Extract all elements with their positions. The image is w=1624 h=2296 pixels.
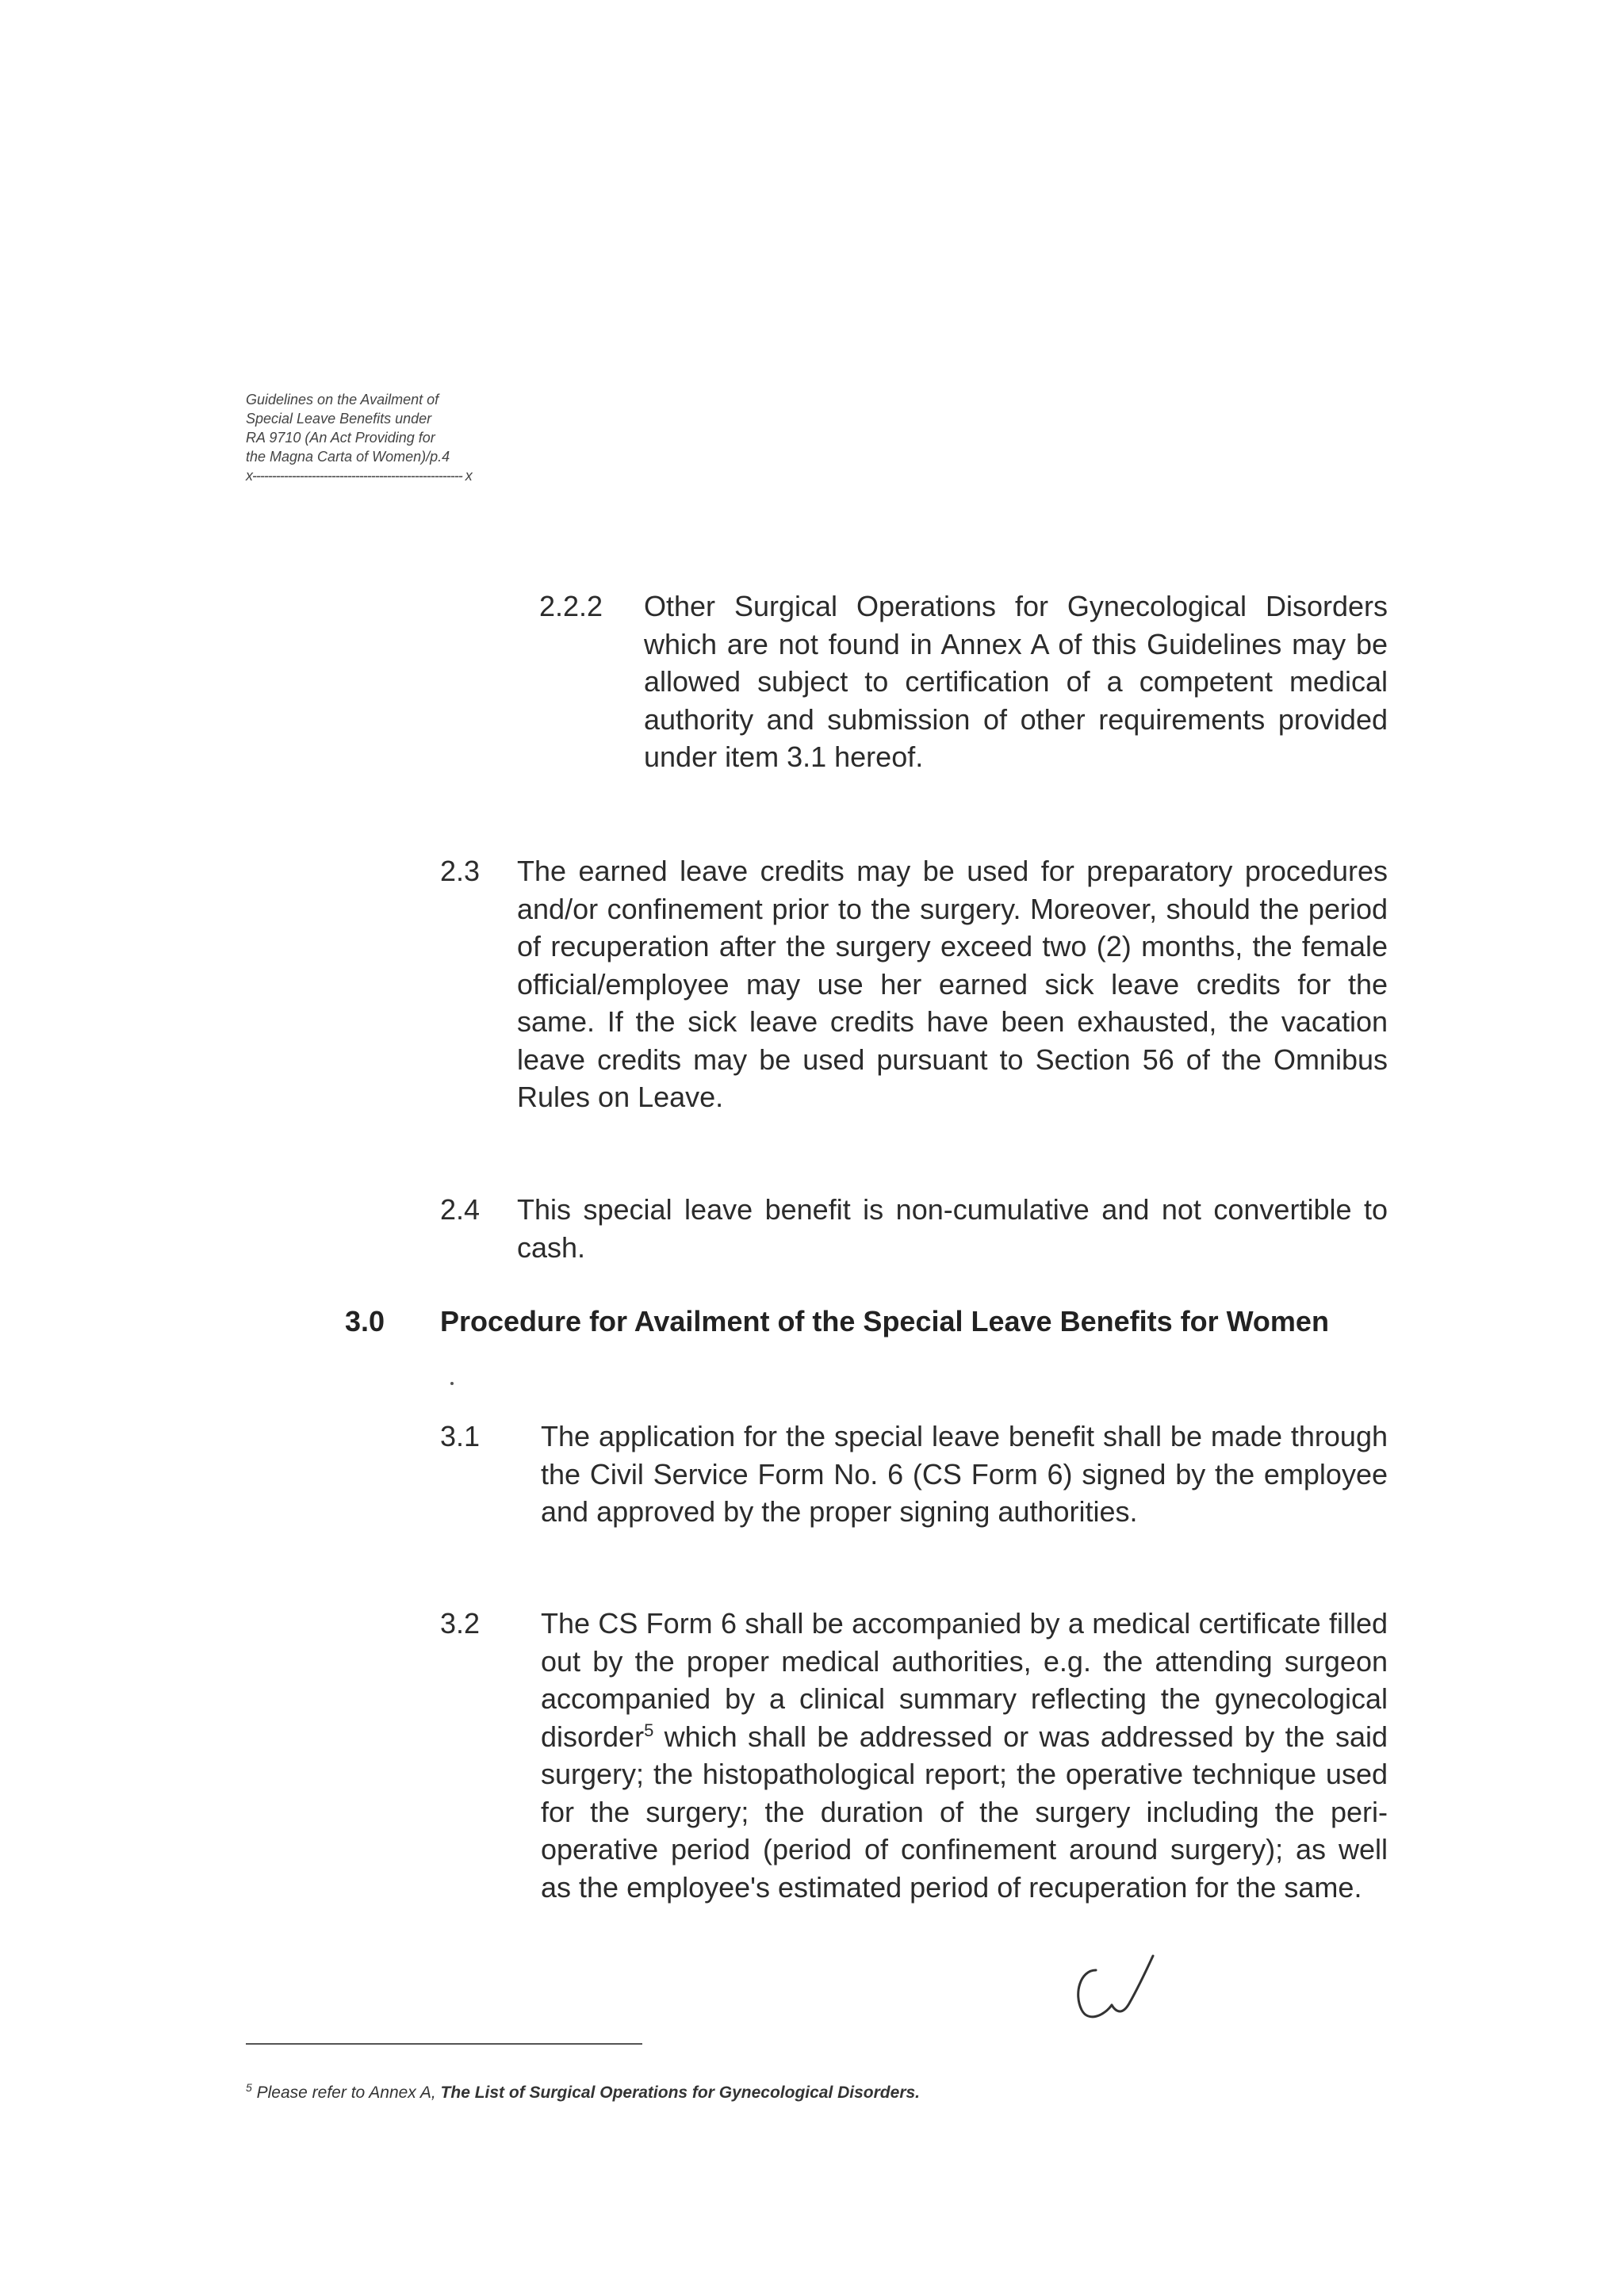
section-number: 3.1 [440, 1420, 481, 1452]
section-2-3 [440, 852, 1388, 1169]
section-3-2 [440, 1605, 1388, 1985]
section-text [541, 1605, 1388, 1906]
footnote-reference: 5 [644, 1720, 654, 1740]
section-text-part-2: which shall be addressed or was addressed by the said surgery; the histopathological report; the operative technique used for the surgery; the duration of the surgery including the peri-operative period (period of confinement around surgery); as well as the employee's estimated period of recuperation for the same. [541, 1720, 1388, 1904]
section-heading-text: Procedure for Availment of the Special Leave Benefits for Women [440, 1305, 1329, 1337]
running-header-line-4: the Magna Carta of Women)/p.4 [246, 449, 450, 465]
scan-speck [450, 1382, 454, 1385]
section-number: 2.2.2 [539, 590, 603, 622]
footnote-emphasis-text: The List of Surgical Operations for Gynecological Disorders. [440, 2084, 921, 2102]
section-2-2-2 [539, 587, 1388, 817]
footnote-5 [246, 2082, 1435, 2104]
section-text: Other Surgical Operations for Gynecological Disorders which are not found in Annex A of this Guidelines may be allowed subject to certification of a competent medical authority and submission of other requirements provided under item 3.1 hereof. [644, 590, 1388, 773]
section-3-0-heading [345, 1303, 1388, 1383]
running-header-rule: x----------------------------------------------------- x [246, 468, 472, 484]
running-header-line-3: RA 9710 (An Act Providing for [246, 430, 435, 446]
running-header-line-2: Special Leave Benefits under [246, 411, 432, 427]
section-text: The application for the special leave benefit shall be made through the Civil Service Form No. 6 (CS Form 6) signed by the employee and approved by the proper signing authorities. [541, 1420, 1388, 1528]
section-3-1 [440, 1418, 1388, 1576]
section-text: This special leave benefit is non-cumulative and not convertible to cash. [517, 1193, 1388, 1264]
section-number: 3.0 [345, 1305, 385, 1337]
section-number: 2.4 [440, 1193, 481, 1226]
section-text-part-1: The CS Form 6 shall be accompanied by a medical certificate filled out by the proper medical authorities, e.g. the attending surgeon accompanied by a clinical summary reflecting the gynecological disorder [541, 1607, 1388, 1753]
footnote-separator [246, 2043, 642, 2045]
section-2-4 [440, 1191, 1388, 1270]
footnote-lead-text: Please refer to Annex A, [251, 2084, 441, 2102]
section-text: The earned leave credits may be used for preparatory procedures and/or confinement prior to the surgery. Moreover, should the period of recuperation after the surgery exceed two (2) months, the female official/employee may use her earned sick leave credits for the same. If the sick leave credits have been exhausted, the vacation leave credits may be used pursuant to Section 56 of the Omnibus Rules on Leave. [517, 855, 1388, 1113]
running-header [246, 390, 579, 485]
footnote-marker: 5 [246, 2081, 252, 2094]
section-number: 2.3 [440, 855, 481, 887]
running-header-line-1: Guidelines on the Availment of [246, 392, 439, 408]
section-number: 3.2 [440, 1607, 481, 1640]
handwritten-initials [1064, 1946, 1167, 2034]
